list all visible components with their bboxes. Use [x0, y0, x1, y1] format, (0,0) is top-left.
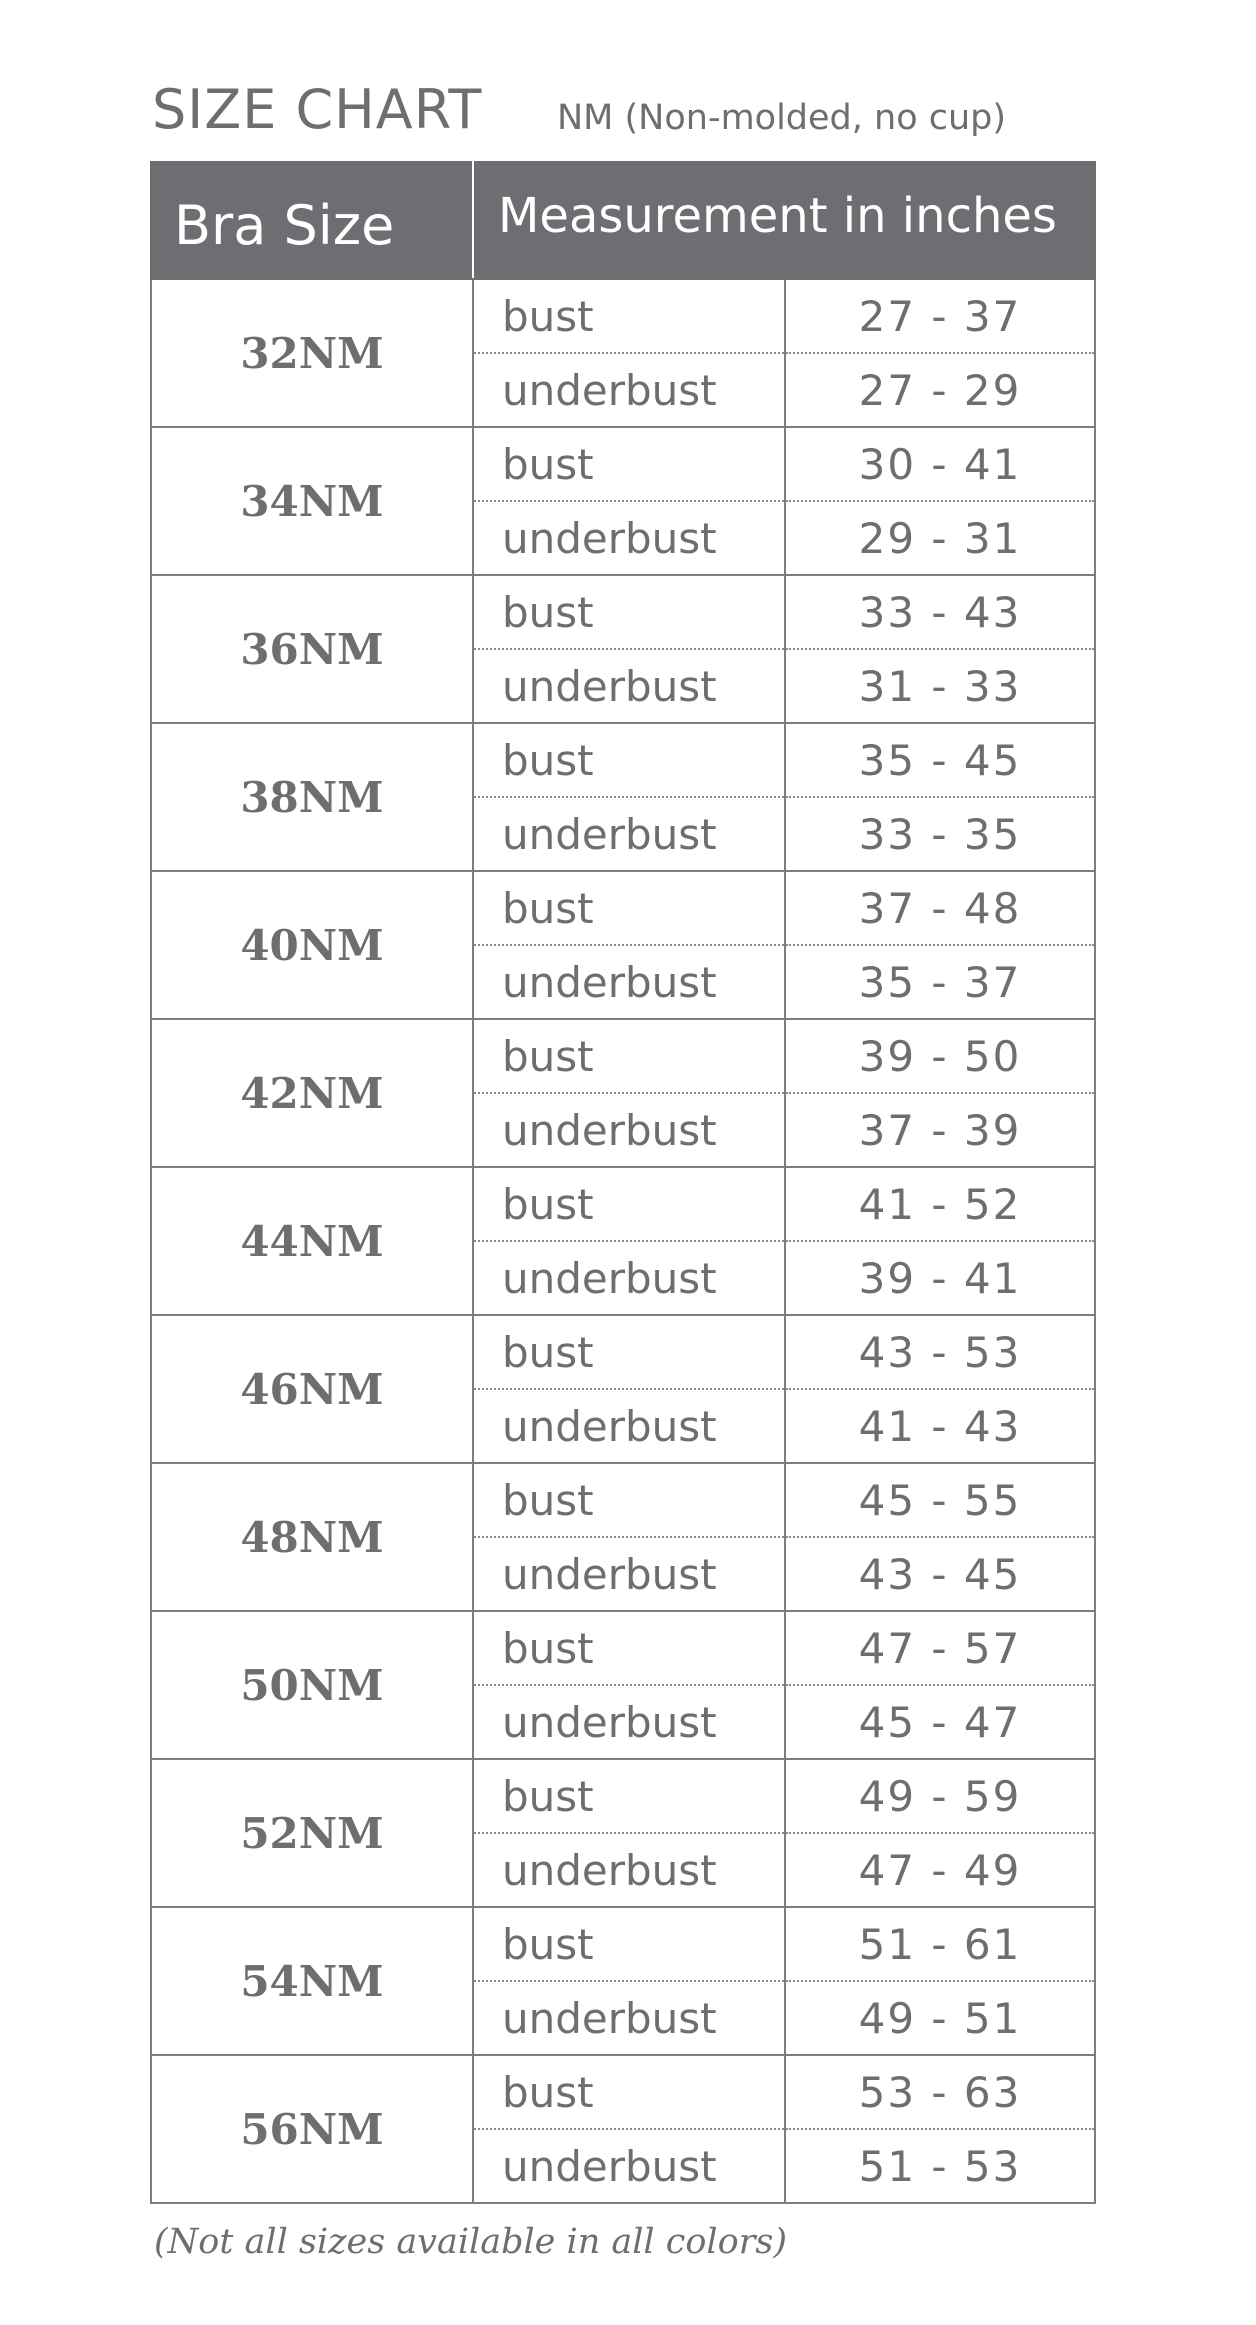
measurement-label: bust [473, 1019, 785, 1093]
measurement-value: 39 - 41 [785, 1241, 1095, 1315]
header-bra-size: Bra Size [151, 162, 473, 279]
measurement-label: underbust [473, 1685, 785, 1759]
bra-size-cell: 56NM [151, 2055, 473, 2203]
table-row [151, 1167, 1095, 1241]
page-subtitle: NM (Non-molded, no cup) [557, 98, 1007, 138]
measurement-value: 41 - 52 [785, 1167, 1095, 1241]
bra-size-cell: 46NM [151, 1315, 473, 1463]
measurement-value: 43 - 53 [785, 1315, 1095, 1389]
bra-size-cell: 52NM [151, 1759, 473, 1907]
measurement-value: 43 - 45 [785, 1537, 1095, 1611]
measurement-value: 37 - 48 [785, 871, 1095, 945]
measurement-value: 41 - 43 [785, 1389, 1095, 1463]
measurement-value: 51 - 61 [785, 1907, 1095, 1981]
table-body [151, 279, 1095, 2203]
table-row [151, 1611, 1095, 1685]
header-measurement: Measurement in inches [473, 162, 1095, 279]
measurement-label: bust [473, 427, 785, 501]
measurement-label: bust [473, 575, 785, 649]
measurement-label: underbust [473, 1093, 785, 1167]
measurement-value: 31 - 33 [785, 649, 1095, 723]
table-row [151, 279, 1095, 353]
measurement-value: 35 - 45 [785, 723, 1095, 797]
page-title: SIZE CHART [152, 78, 483, 141]
bra-size-cell: 44NM [151, 1167, 473, 1315]
header-row [151, 162, 1095, 279]
bra-size-cell: 40NM [151, 871, 473, 1019]
table-row [151, 723, 1095, 797]
measurement-value: 27 - 29 [785, 353, 1095, 427]
measurement-value: 35 - 37 [785, 945, 1095, 1019]
bra-size-cell: 32NM [151, 279, 473, 427]
table-row [151, 427, 1095, 501]
measurement-value: 49 - 59 [785, 1759, 1095, 1833]
measurement-label: bust [473, 1759, 785, 1833]
bra-size-cell: 42NM [151, 1019, 473, 1167]
measurement-label: bust [473, 1167, 785, 1241]
measurement-value: 53 - 63 [785, 2055, 1095, 2129]
bra-size-cell: 48NM [151, 1463, 473, 1611]
measurement-label: bust [473, 1907, 785, 1981]
table-row [151, 1315, 1095, 1389]
measurement-label: underbust [473, 945, 785, 1019]
table-row [151, 1463, 1095, 1537]
bra-size-cell: 38NM [151, 723, 473, 871]
measurement-label: underbust [473, 501, 785, 575]
bra-size-cell: 50NM [151, 1611, 473, 1759]
measurement-value: 51 - 53 [785, 2129, 1095, 2203]
measurement-value: 29 - 31 [785, 501, 1095, 575]
measurement-value: 37 - 39 [785, 1093, 1095, 1167]
measurement-label: underbust [473, 2129, 785, 2203]
measurement-label: underbust [473, 1981, 785, 2055]
measurement-value: 49 - 51 [785, 1981, 1095, 2055]
measurement-value: 47 - 57 [785, 1611, 1095, 1685]
measurement-value: 33 - 43 [785, 575, 1095, 649]
measurement-label: underbust [473, 797, 785, 871]
measurement-label: bust [473, 871, 785, 945]
measurement-value: 39 - 50 [785, 1019, 1095, 1093]
measurement-label: bust [473, 1315, 785, 1389]
measurement-value: 27 - 37 [785, 279, 1095, 353]
size-table [150, 161, 1096, 2204]
table-row [151, 1019, 1095, 1093]
measurement-label: bust [473, 2055, 785, 2129]
bra-size-cell: 54NM [151, 1907, 473, 2055]
table-row [151, 2055, 1095, 2129]
bra-size-cell: 36NM [151, 575, 473, 723]
table-row [151, 575, 1095, 649]
measurement-label: underbust [473, 1241, 785, 1315]
measurement-label: underbust [473, 1389, 785, 1463]
measurement-label: bust [473, 1611, 785, 1685]
measurement-value: 45 - 47 [785, 1685, 1095, 1759]
measurement-value: 45 - 55 [785, 1463, 1095, 1537]
measurement-label: bust [473, 723, 785, 797]
chart-header [152, 78, 1102, 148]
measurement-label: underbust [473, 649, 785, 723]
table-row [151, 1759, 1095, 1833]
measurement-label: bust [473, 1463, 785, 1537]
measurement-value: 47 - 49 [785, 1833, 1095, 1907]
measurement-label: underbust [473, 1537, 785, 1611]
bra-size-cell: 34NM [151, 427, 473, 575]
measurement-value: 30 - 41 [785, 427, 1095, 501]
measurement-label: underbust [473, 353, 785, 427]
table-row [151, 871, 1095, 945]
footnote: (Not all sizes available in all colors) [154, 2222, 788, 2262]
measurement-value: 33 - 35 [785, 797, 1095, 871]
measurement-label: underbust [473, 1833, 785, 1907]
table-header [151, 162, 1095, 279]
measurement-label: bust [473, 279, 785, 353]
table-row [151, 1907, 1095, 1981]
